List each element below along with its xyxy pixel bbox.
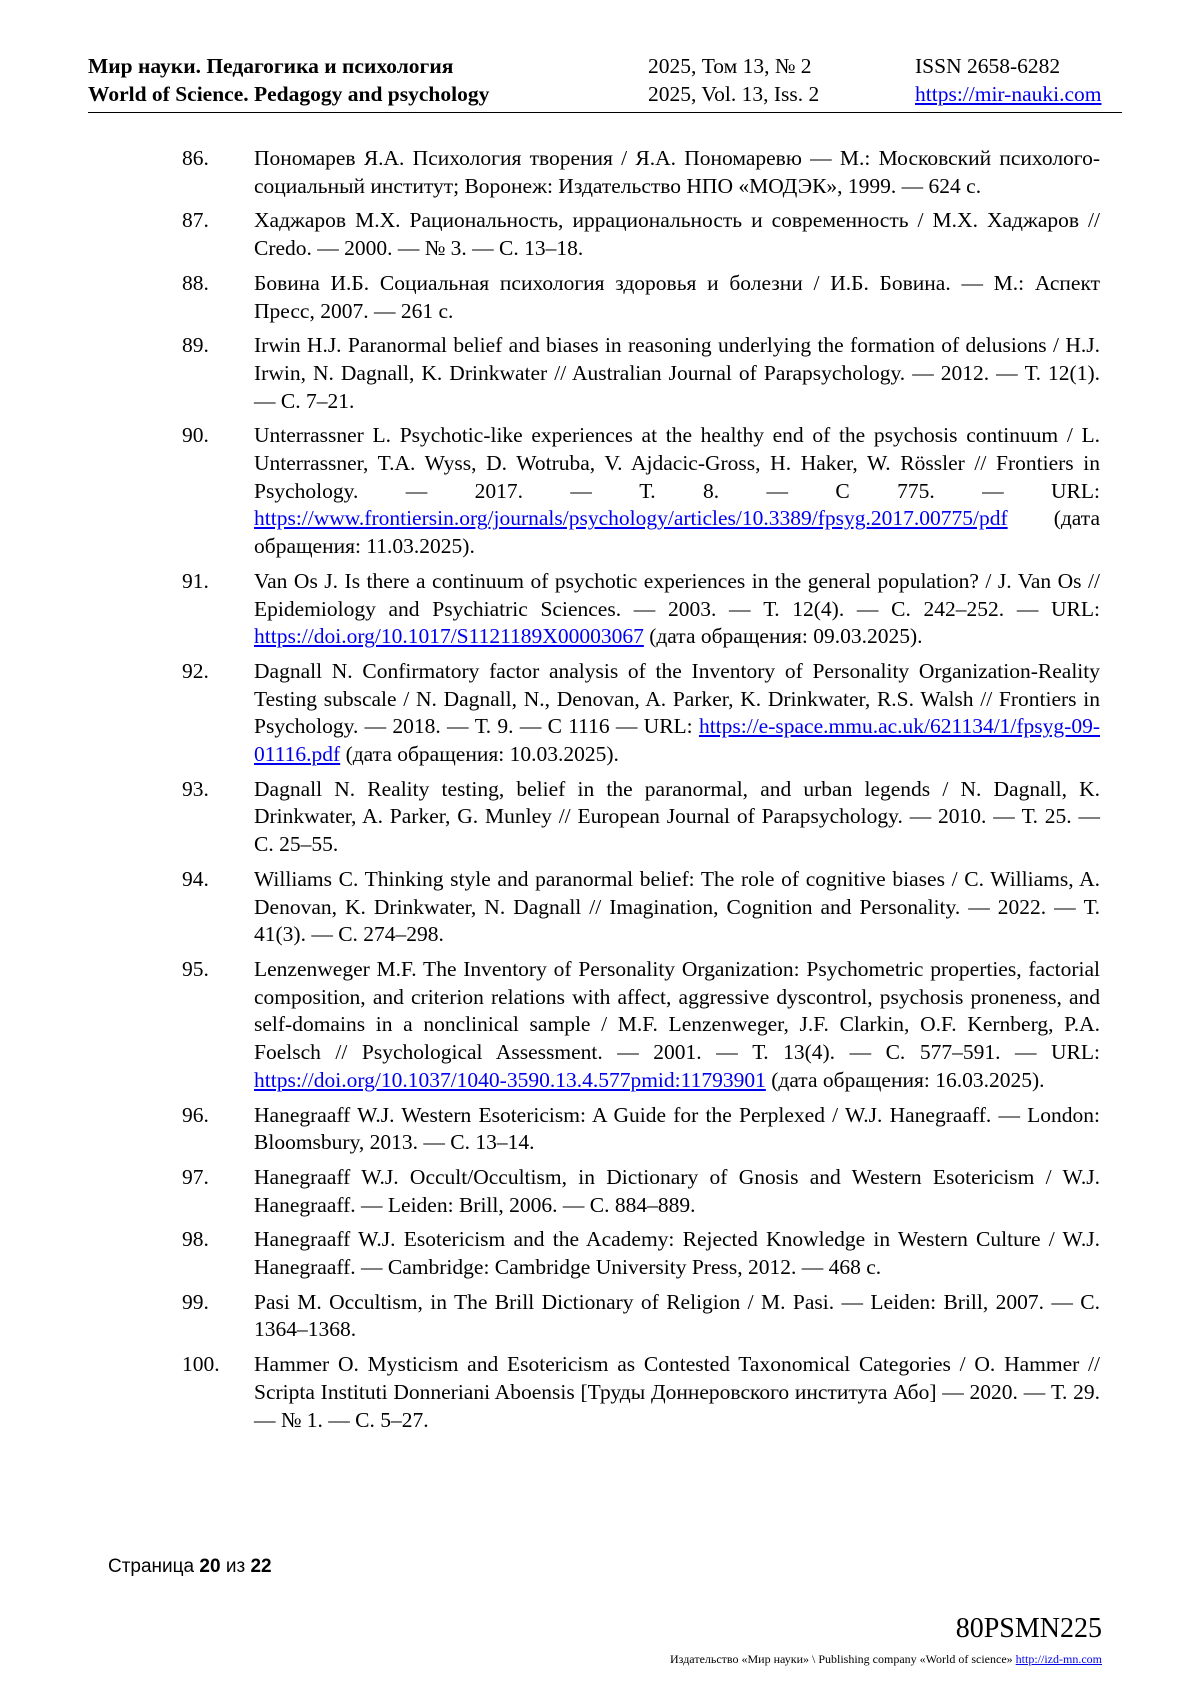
- reference-item: [182, 1102, 1100, 1157]
- reference-item: [182, 207, 1100, 262]
- reference-body: Hanegraaff W.J. Esotericism and the Academy: Rejected Knowledge in Western Culture / W.J. Hanegraaff. — Cambridge: Cambridge University Press, 2012. — 468 с.: [254, 1227, 1100, 1280]
- reference-text: [254, 658, 1100, 769]
- publisher-line: [670, 1652, 1102, 1667]
- reference-number: 91.: [182, 568, 209, 593]
- reference-body: Unterrassner L. Psychotic-like experiences at the healthy end of the psychosis continuum / L. Unterrassner, T.A. Wyss, D. Wotruba, V. Ajdacic-Gross, H. Haker, W. Rössler // Frontiers in Psychology. — 2017. — Т. 8. — С 775. — URL:: [254, 423, 1100, 503]
- reference-item: [182, 568, 1100, 651]
- reference-item: [182, 776, 1100, 859]
- reference-text: [254, 422, 1100, 561]
- reference-body: Hammer O. Mysticism and Esotericism as Contested Taxonomical Categories / O. Hammer // Scripta Instituti Donneriani Aboensis [Труды Доннеровского института Або] — 2020. — Т. 29. — № 1. — С. 5–27.: [254, 1352, 1100, 1432]
- journal-title-block: [88, 52, 489, 108]
- journal-site-link[interactable]: https://mir-nauki.com: [915, 82, 1102, 106]
- reference-number: 93.: [182, 776, 209, 801]
- reference-item: [182, 658, 1100, 769]
- reference-item: [182, 1226, 1100, 1281]
- reference-item: [182, 1164, 1100, 1219]
- reference-access-date: (дата обращения: 11.03.2025).: [254, 506, 1100, 559]
- reference-item: [182, 866, 1100, 949]
- reference-body: Williams C. Thinking style and paranormal belief: The role of cognitive biases / C. Williams, A. Denovan, K. Drinkwater, N. Dagnall // Imagination, Cognition and Personality. — 2022. — Т. 41(3). — С. 274–298.: [254, 866, 1100, 947]
- reference-body: Пономарев Я.А. Психология творения / Я.А. Пономаревю — М.: Московский психолого-социальный институт; Воронеж: Издательство НПО «МОДЭК», 1999. — 624 с.: [254, 146, 1100, 198]
- reference-text: [254, 776, 1100, 859]
- page-total: 22: [250, 1556, 272, 1577]
- reference-body: Бовина И.Б. Социальная психология здоровья и болезни / И.Б. Бовина. — М.: Аспект Пресс, 2007. — 261 с.: [254, 270, 1100, 323]
- article-code: 80PSMN225: [955, 1613, 1102, 1644]
- issue-block: [648, 52, 819, 108]
- reference-text: [254, 1289, 1100, 1344]
- reference-url-link[interactable]: https://www.frontiersin.org/journals/psychology/articles/10.3389/fpsyg.2017.00775/pdf: [254, 506, 1008, 531]
- reference-text: [254, 270, 1100, 325]
- reference-url-link[interactable]: https://doi.org/10.1037/1040-3590.13.4.577pmid:11793901: [254, 1067, 766, 1092]
- reference-number: 88.: [182, 270, 209, 295]
- reference-item: [182, 1289, 1100, 1344]
- reference-number: 86.: [182, 146, 209, 170]
- reference-body: Lenzenweger M.F. The Inventory of Personality Organization: Psychometric properties, factorial composition, and criterion relations with affect, aggressive dyscontrol, psychosis proneness, and self-domains in a nonclinical sample / M.F. Lenzenweger, J.F. Clarkin, O.F. Kernberg, P.A. Foelsch // Psychological Assessment. — 2001. — Т. 13(4). — С. 577–591. — URL:: [254, 956, 1100, 1065]
- reference-number: 96.: [182, 1102, 209, 1127]
- reference-item: [182, 332, 1100, 415]
- reference-body: Irwin H.J. Paranormal belief and biases in reasoning underlying the formation of delusions / H.J. Irwin, N. Dagnall, K. Drinkwater // Australian Journal of Parapsychology. — 2012. — Т. 12(1). — С. 7–21.: [254, 333, 1100, 413]
- publisher-text: Издательство «Мир науки» \ Publishing company «World of science»: [670, 1652, 1013, 1666]
- reference-text: [254, 1226, 1100, 1281]
- journal-title-en: World of Science. Pedagogy and psychology: [88, 82, 490, 106]
- reference-item: [182, 145, 1100, 200]
- reference-text: [254, 1164, 1100, 1219]
- reference-item: [182, 956, 1100, 1095]
- page-prefix: Страница: [108, 1556, 195, 1577]
- reference-text: [254, 956, 1100, 1095]
- reference-access-date: (дата обращения: 16.03.2025).: [771, 1067, 1045, 1092]
- journal-title-ru: Мир науки. Педагогика и психология: [88, 54, 454, 78]
- reference-text: [254, 1351, 1100, 1434]
- reference-item: [182, 270, 1100, 325]
- reference-access-date: (дата обращения: 10.03.2025).: [345, 742, 619, 767]
- reference-body: Van Os J. Is there a continuum of psychotic experiences in the general population? / J. Van Os // Epidemiology and Psychiatric Sciences. — 2003. — Т. 12(4). — С. 242–252. — URL:: [254, 568, 1100, 621]
- issn-block: [915, 52, 1101, 108]
- reference-number: 94.: [182, 866, 209, 891]
- reference-body: Dagnall N. Confirmatory factor analysis of the Inventory of Personality Organization-Reality Testing subscale / N. Dagnall, N., Denovan, A. Parker, K. Drinkwater, R.S. Walsh // Frontiers in Psychology. — 2018. — Т. 9. — С 1116 — URL:: [254, 658, 1100, 739]
- reference-body: Pasi M. Occultism, in The Brill Dictionary of Religion / M. Pasi. — Leiden: Brill, 2007. — С. 1364–1368.: [254, 1289, 1100, 1342]
- reference-body: Hanegraaff W.J. Western Esotericism: A Guide for the Perplexed / W.J. Hanegraaff. — London: Bloomsbury, 2013. — С. 13–14.: [254, 1102, 1100, 1155]
- reference-number: 92.: [182, 658, 209, 683]
- reference-text: [254, 207, 1100, 262]
- issue-en: 2025, Vol. 13, Iss. 2: [648, 82, 820, 106]
- reference-body: Hanegraaff W.J. Occult/Occultism, in Dictionary of Gnosis and Western Esotericism / W.J. Hanegraaff. — Leiden: Brill, 2006. — С. 884–889.: [254, 1164, 1100, 1217]
- issn: ISSN 2658-6282: [915, 54, 1061, 78]
- page-counter: [108, 1556, 272, 1578]
- reference-number: 99.: [182, 1289, 209, 1314]
- reference-item: [182, 1351, 1100, 1434]
- reference-text: [254, 1102, 1100, 1157]
- page-current: 20: [199, 1556, 221, 1577]
- reference-text: [254, 568, 1100, 651]
- reference-url-link[interactable]: https://e-space.mmu.ac.uk/621134/1/fpsyg-09-01116.pdf: [254, 714, 1100, 767]
- reference-number: 89.: [182, 333, 209, 358]
- reference-number: 97.: [182, 1164, 209, 1189]
- reference-text: [254, 332, 1100, 415]
- reference-number: 98.: [182, 1227, 209, 1252]
- page-header: [88, 52, 1122, 113]
- reference-number: 90.: [182, 423, 209, 448]
- reference-item: [182, 422, 1100, 561]
- reference-number: 100.: [182, 1352, 220, 1377]
- reference-body: Хаджаров М.Х. Рациональность, иррациональность и современность / М.Х. Хаджаров // Credo. — 2000. — № 3. — С. 13–18.: [254, 208, 1100, 261]
- reference-number: 95.: [182, 956, 209, 981]
- publisher-link[interactable]: http://izd-mn.com: [1015, 1652, 1102, 1666]
- reference-list: [182, 145, 1100, 1441]
- reference-body: Dagnall N. Reality testing, belief in the paranormal, and urban legends / N. Dagnall, K. Drinkwater, A. Parker, G. Munley // European Journal of Parapsychology. — 2010. — Т. 25. — С. 25–55.: [254, 776, 1100, 857]
- reference-text: [254, 866, 1100, 949]
- reference-text: [254, 145, 1100, 200]
- reference-access-date: (дата обращения: 09.03.2025).: [649, 624, 923, 649]
- page-separator: из: [225, 1556, 246, 1577]
- issue-ru: 2025, Том 13, № 2: [648, 54, 812, 78]
- reference-url-link[interactable]: https://doi.org/10.1017/S1121189X00003067: [254, 624, 644, 649]
- reference-number: 87.: [182, 208, 209, 233]
